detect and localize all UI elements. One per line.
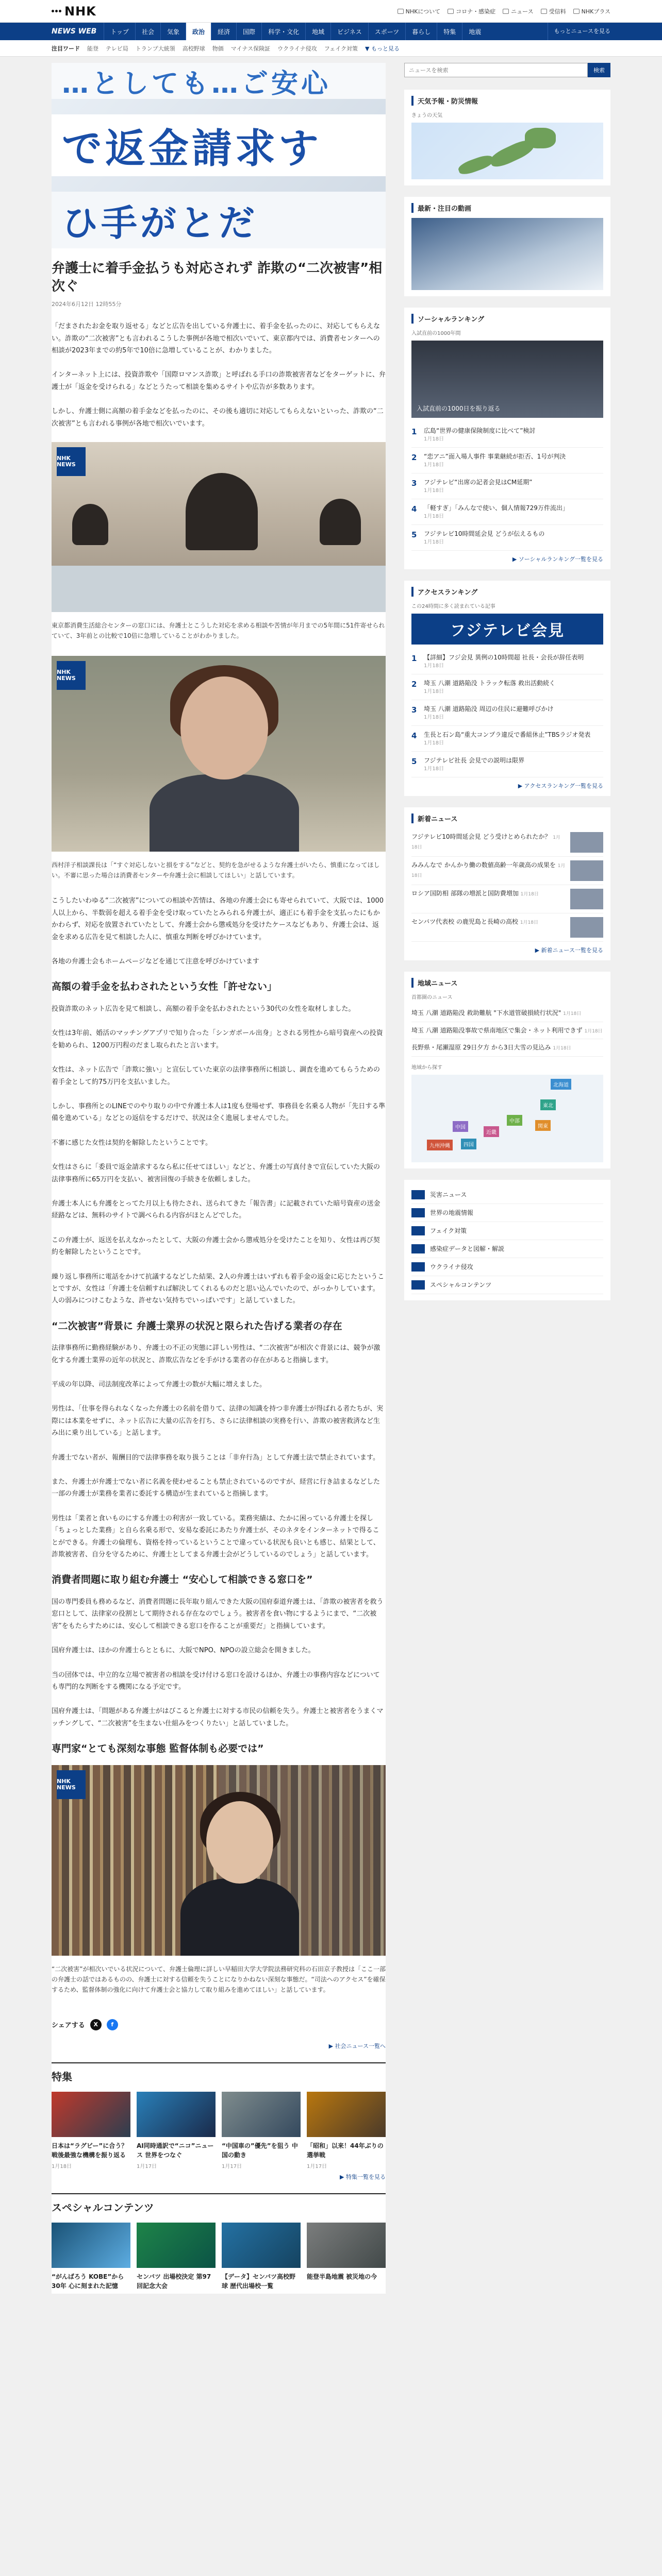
land-shape [488,137,536,170]
link-label: ウクライナ侵攻 [430,1263,473,1270]
call-center-photo [52,442,386,612]
news-item[interactable] [411,857,603,885]
top-links [398,7,610,15]
article-paragraph: しかし、事務所とのLINEでのやり取りの中で弁護士本人は1度も登場せず、事務員を名乗る人物が「先日する準備を進めている」などとの返信をするだけで、状況は全く進展しませんでした。 [52,1102,386,1123]
nav-economy[interactable]: 経済 [211,23,236,40]
rank-time: 1月18日 [424,539,444,545]
article-paragraph: しかし、弁護士側に高額の着手金などを払ったのに、その後も適切に対応してもらえないといった、詐欺の“二次被害”とも言われる事例が各地で相次いでいます。 [52,408,384,428]
news-item-text: フジテレビ10時間延会見 どう受けとめられたか？ [411,833,551,840]
hero-image [52,63,386,248]
article-paragraph: 国の専門委員も務めるなど、消費者問題に長年取り組んできた大阪の国府泰道弁護士は、「詐欺の被害者を救う窓口として、法律家の役割として期待される存在なのでしょう。被害者を食い物にするようにまで、“二次被害”をもたらすためには、安心して相談できる窓口を作ることが重要だ」と指摘しています。 [52,1598,384,1630]
article [52,248,386,2291]
ranking-item[interactable] [411,700,603,726]
person-shape [186,473,258,550]
rank-number: 5 [411,530,417,539]
badge-text: NHK NEWS [57,454,76,468]
top-link-label: NHKプラス [581,8,610,15]
article-paragraph: 当の団体では、中立的な立場で被害者の相談を受け付ける窓口を設けるほか、弁護士の事務内容などについても専門的な判断をする機関になる予定です。 [52,1671,380,1691]
contents-list [52,2223,386,2291]
weather-box [404,90,610,185]
rank-number: 3 [411,479,417,488]
ranking-top-image[interactable] [411,341,603,418]
photo-caption: 西村洋子相談課長は「“すぐ対応しないと損をする”などと、契約を急がせるような弁護士がいたら、慎重になってほしい。不審に思った場合は消費者センターや弁護士会に相談してほしい」と話しています。 [52,861,380,879]
news-item[interactable] [411,1022,603,1040]
news-item-time: 1月18日 [563,1011,582,1016]
social-ranking-title: ソーシャルランキング [411,314,603,324]
desk-shape [52,566,386,612]
region-hokkaido[interactable]: 北海道 [551,1079,571,1090]
special-card-date: 1月17日 [222,2163,242,2170]
latest-news-more[interactable]: ▶ 新着ニュース一覧を見る [535,947,603,954]
access-ranking-sub: この24時間に多く読まれている記事 [411,604,495,609]
rank-text: “恋アニ”面入場人事件 事業継続が拒否、1号が判決 [424,453,566,460]
top-link-label: ニュース [511,8,534,15]
nhk-logo[interactable] [52,4,96,19]
article-paragraph: 国府弁護士は、「問題がある弁護士がはびこると弁護士に対する市民の信頼を失う。弁護士と被害者をうまくマッチングして、“二次被害”を生まない仕組みをつくりたい」と話していました。 [52,1707,384,1727]
contents-card[interactable] [137,2223,216,2291]
top-link-fee[interactable] [541,7,566,15]
fee-icon [541,9,547,14]
link-label: 世界の地震情報 [430,1209,474,1216]
news-item-text: 埼玉 八潮 道路陥没事故で県南地区で集会・ネット利用できず [411,1026,583,1034]
ranking-item[interactable] [411,448,603,473]
news-item-text: 長野県・尾瀬湿原 29日夕方 から3日大雪の見込み [411,1044,551,1051]
section-heading: 専門家“とても深刻な事態 監督体制も必要では” [52,1743,264,1755]
local-news-box [404,972,610,1168]
special-thumb [137,2092,216,2137]
contents-card-title: センバツ 出場校決定 第97回記念大会 [137,2273,211,2290]
professor-photo [52,1765,386,1956]
contents-thumb [222,2223,301,2268]
special-list [52,2092,386,2170]
special-links-list [411,1186,603,1294]
article-paragraph: 女性は3年前、婚活のマッチングアプリで知り合った「シンガポール出身」とされる男性から暗号資産への投資を勧められ、1200万円程のだまし取られたと言います。 [52,1029,383,1049]
search-input[interactable] [404,63,588,77]
article-paragraph: 女性はさらに「委員で返金請求するなら私に任せてほしい」などと、弁護士の写真付きで宣伝していた大阪の法律事務所に65万円を支払い、被害回復の手続きを依頼しました。 [52,1163,380,1183]
subnav-item[interactable]: ウクライナ侵攻 [277,45,317,52]
rank-number: 4 [411,731,417,740]
rank-time: 1月18日 [424,514,444,519]
data-icon [411,1244,425,1253]
sub-nav [0,40,662,57]
link-item[interactable] [411,1258,603,1276]
contents-card-title: 【データ】センバツ高校野球 歴代出場校一覧 [222,2273,296,2290]
ranking-image-caption: 入試直前の1000日を振り返る [417,405,501,412]
subnav-item[interactable]: 能登 [87,45,98,52]
weather-title[interactable]: 天気予報・防災情報 [411,96,603,106]
article-paragraph: 男性は、「仕事を得られなくなった弁護士の名前を借りて、法律の知識を持つ非弁護士が得ばれる者たちが、実際には本業をせずに、ネット広告に大量の広告を打ち、さらに法律相談の実務を行い、詐欺の被害救済など生み出に乗り出している」と話します。 [52,1405,384,1437]
news-thumb [570,917,603,938]
latest-news-box [404,807,610,960]
weather-map[interactable] [411,123,603,179]
search-box [404,63,610,77]
nhk-logo-text: NHK [64,4,96,19]
access-ranking-box [404,581,610,796]
rank-number: 4 [411,504,417,514]
news-item-text: センバツ代表校 の鹿児島と長崎の高校 [411,918,518,925]
share-label: シェアする [52,2022,85,2030]
rank-text: 埼玉 八潮 道路陥没 周辺の住民に避難呼びかけ [424,705,554,713]
social-ranking-box [404,308,610,569]
article-paragraph: インターネット上には、投資詐欺や「国際ロマンス詐欺」と呼ばれる手口の詐欺被害者などをターゲットに、弁護士が「返金を受けられる」などとうたって相談を集めるサイトや広告が多数あります。 [52,371,386,391]
sidebar [404,63,610,1312]
region-chubu[interactable]: 中部 [507,1115,522,1126]
special-thumb [307,2092,386,2137]
subnav-more[interactable]: ▼ もっと見る [365,45,400,52]
rank-time: 1月18日 [424,488,444,494]
contents-card[interactable] [307,2223,386,2291]
news-thumb [570,832,603,853]
article-paragraph: 国府弁護士は、ほかの弁護士らとともに、大阪でNPO、NPOの設立総会を開きました。 [52,1647,315,1655]
link-item[interactable] [411,1222,603,1240]
special-card-date: 1月17日 [137,2163,157,2170]
link-label: フェイク対策 [430,1227,467,1234]
special-card-title: AI同時通訳で“ニコ”ニュース 世界をつなぐ [137,2142,214,2159]
news-item[interactable] [411,828,603,857]
health-icon [448,9,454,14]
share-bar [52,2010,386,2040]
special-more-link[interactable]: ▶ 特集一覧を見る [340,2173,386,2180]
person-shape [72,504,108,545]
ranking-item[interactable] [411,499,603,525]
news-icon [503,9,509,14]
nhk-news-badge [57,1770,86,1799]
article-paragraph: 弁護士本人にも弁護をとってた月以上も待たされ、送られてきた「報告書」に記載されていた暗号資産の送金経路などは、無料のサイトで調べられる内容がほとんどでした。 [52,1199,380,1220]
section-heading: “二次被害”背景に 弁護士業界の状況と限られた告げる業者の存在 [52,1320,342,1332]
special-card[interactable] [137,2092,216,2170]
social-ranking-list [411,422,603,551]
photo-caption: “二次被害”が相次いでいる状況について、弁護士倫理に詳しい早稲田大学大学院法務研究科の石田京子教授は「ここ一部の弁護士の話ではあるものの、弁護士に対する信頼を失うことになりかねない深刻な事態だ。“司法へのアクセス”を確保するため、監督体制の強化に向けて弁護士会と協力して取り組みを進めてほしい」と話しています。 [52,1965,386,1994]
subnav-item[interactable]: マイナス保険証 [230,45,271,52]
news-item-text: ロシア国防相 部隊の増派と国防費増加 [411,890,519,897]
social-ranking-more[interactable]: ▶ ソーシャルランキング一覧を見る [512,556,603,563]
news-item-time: 1月18日 [411,835,560,850]
person-shape [320,499,361,545]
ranking-item[interactable] [411,726,603,752]
contents-thumb [52,2223,130,2268]
search-button[interactable]: 検索 [588,63,610,77]
article-paragraph: 「だまされたお金を取り返せる」などと広告を出している弁護士に、着手金を払ったのに、対応してもらえない。詐欺の“二次被害”とも言われるこうした事例が各地で相次いでいて、東京都内では、消費者センターへの相談が2023年までの約5年で10倍に急増していることが、わかりました。 [52,323,380,354]
subnav-item[interactable]: 高校野球 [182,45,205,52]
special-card[interactable] [222,2092,301,2170]
local-region-label[interactable]: 首都圏のニュース [411,995,453,1001]
nav-business[interactable]: ビジネス [330,23,368,40]
hero-text-line: …としても…ご安心 [52,63,386,99]
news-item-text: 埼玉 八潮 道路陥没 救助難航 "下水道管破損続行状況" [411,1009,561,1016]
rank-text: フジテレビ社長 会見での説明は限界 [424,757,525,764]
article-title: 弁護士に着手金払うも対応されず 詐欺の“二次被害”相次ぐ [52,261,383,295]
news-item[interactable] [411,913,603,942]
rank-number: 2 [411,680,417,689]
rank-number: 5 [411,757,417,766]
region-map [411,1075,603,1162]
link-label: スペシャルコンテンツ [430,1281,492,1289]
person-body-shape [180,1878,299,1956]
subnav-label: 注目ワード [52,45,80,52]
subnav-item[interactable]: トランプ大統領 [135,45,175,52]
main-nav [0,23,662,40]
news-item-text: みみんなで かんかり働の数値高齢一年歳高の成果を [411,861,556,869]
nhk-news-badge [57,661,86,690]
rank-text: フジテレビ“出席の記者会見はCM延期” [424,479,533,486]
rank-text: 生長と石ン島“重大コンプラ違反で番組休止”TBSラジオ発表 [424,731,591,738]
access-ranking-more[interactable]: ▶ アクセスランキング一覧を見る [518,783,603,789]
nhk-dots-icon [52,10,61,12]
badge-text: NHK NEWS [57,1777,76,1791]
subnav-item[interactable]: フェイク対策 [324,45,358,52]
main-column [52,63,386,2294]
video-title: 最新・注目の動画 [411,203,603,213]
rank-number: 3 [411,705,417,715]
nav-life[interactable]: 暮らし [405,23,437,40]
news-web-brand[interactable]: NEWS WEB [52,27,97,36]
rank-time: 1月18日 [424,436,444,442]
rank-time: 1月18日 [424,740,444,746]
ranking-item[interactable] [411,473,603,499]
rank-text: 【詳細】フジ会見 異例の10時間超 社長・会長が辞任表明 [424,654,584,661]
link-item[interactable] [411,1204,603,1222]
article-paragraph: 弁護士でない者が、報酬目的で法律事務を取り扱うことは「非弁行為」として弁護士法で禁止されています。 [52,1453,379,1462]
person-head-shape [180,676,268,779]
nav-region[interactable]: 地域 [305,23,330,40]
ranking-item[interactable] [411,674,603,700]
article-paragraph: 不審に感じた女性は契約を解除したということです。 [52,1139,212,1147]
contents-card[interactable] [222,2223,301,2291]
section-heading: 消費者問題に取り組む弁護士 “安心して相談できる窓口を” [52,1574,313,1586]
news-item-time: 1月18日 [520,920,538,925]
earthquake-icon [411,1208,425,1217]
access-ranking-list [411,649,603,777]
news-item[interactable] [411,885,603,913]
top-link-plus[interactable] [573,7,610,15]
news-item[interactable] [411,1005,603,1022]
info-icon [398,9,404,14]
top-link-about[interactable] [398,7,441,15]
photo-caption: 東京都消費生活総合センターの窓口には、弁護士とこうした対応を求める相談や苦情が年月までの5年間に51件寄せられていて、3年前との比較で10倍に急増していることがわかりました。 [52,621,385,640]
article-paragraph: 女性は、ネット広告で「詐欺に強い」と宣伝していた東京の法律事務所に相談し、調査を進めてもらうための着手金として約75万円を支払いました。 [52,1066,380,1086]
special-card-title: 「昭和」以来！44年ぶりの選挙戦 [307,2142,384,2159]
person-body-shape [150,774,299,852]
page-body [52,57,610,2294]
access-ranking-title: アクセスランキング [411,587,603,597]
special-card-title: 日本は“ラグビー”に合う？ 戦後最強な機構を振り返る [52,2142,128,2159]
nav-politics[interactable]: 政治 [186,23,211,40]
ranking-item[interactable] [411,422,603,448]
region-tohoku[interactable]: 東北 [540,1099,556,1110]
top-bar [0,0,662,23]
region-kyushu[interactable]: 九州沖縄 [427,1140,453,1150]
contents-thumb [137,2223,216,2268]
article-date: 2024年6月12日 12時55分 [52,301,122,308]
social-ranking-sub: 入試直前の1000年間 [411,331,461,336]
fact-check-icon [411,1226,425,1235]
contents-title: スペシャルコンテンツ [52,2193,386,2223]
link-item[interactable] [411,1186,603,1204]
top-link-corona[interactable] [448,7,495,15]
ranking-item[interactable] [411,649,603,674]
nav-special[interactable]: 特集 [437,23,462,40]
rank-time: 1月18日 [424,663,444,669]
news-item[interactable] [411,1039,603,1057]
latest-news-title: 新着ニュース [411,814,603,823]
article-paragraph: この弁護士が、返送を払えなかったとして、大阪の弁護士会から懲戒処分を受けたことを知り、女性は再び契約を解除したということです。 [52,1236,380,1257]
facebook-share-icon[interactable]: f [107,2019,118,2030]
article-paragraph: 男性は「業者と食いものにする弁護士の利害が一致している。業務実績は、たかに困っている弁護士を探し「ちょっとした業務」と自ら名乗る形で、安易な委託にあたり弁護士が、そのネタをインターネットで得ることができる。弁護士の倫理も、資格を持っているということで違っている状況も良いとも感じ、結果として、詐欺被害者、自分を守るために、弁護士としてまる弁護士会がどうしているのでしょう」と話しています。 [52,1514,380,1558]
contents-card-title: 能登半島地震 被災地の今 [307,2273,377,2280]
subnav-item[interactable]: テレビ局 [106,45,128,52]
ranking-item[interactable] [411,525,603,551]
special-content-icon [411,1280,425,1290]
special-card-date: 1月17日 [307,2163,327,2170]
section-heading: 高額の着手金を払わされたという女性「許せない」 [52,981,277,993]
contents-card-title: “がんばろう KOBE”から30年 心に刻まれた記憶 [52,2273,124,2290]
rank-time: 1月18日 [424,766,444,772]
subnav-item[interactable]: 物価 [212,45,224,52]
rank-time: 1月18日 [424,462,444,468]
link-item[interactable] [411,1240,603,1258]
news-item-time: 1月18日 [411,863,566,878]
local-news-title: 地域ニュース [411,978,603,988]
top-link-label: コロナ・感染症 [456,8,496,15]
top-link-label: 受信料 [549,8,566,15]
top-link-news[interactable] [503,7,533,15]
news-item-time: 1月18日 [584,1028,603,1034]
rank-text: 広島“世界の健康保険制度に比べて”検討 [424,427,536,434]
special-thumb [222,2092,301,2137]
contents-card[interactable] [52,2223,130,2291]
nav-top[interactable]: トップ [104,23,135,40]
land-shape [457,153,495,177]
disaster-icon [411,1190,425,1199]
special-thumb [52,2092,130,2137]
rank-time: 1月18日 [424,689,444,694]
nav-society[interactable]: 社会 [135,23,160,40]
news-item-time: 1月18日 [553,1046,571,1051]
contents-thumb [307,2223,386,2268]
article-paragraph: 投資詐欺のネット広告を見て相談し、高額の着手金を払わされたという30代の女性を取材しました。 [52,1005,355,1013]
x-share-icon[interactable]: X [90,2019,102,2030]
links-box [404,1180,610,1300]
region-kanto[interactable]: 関東 [535,1120,551,1131]
nav-weather[interactable]: 気象 [160,23,186,40]
region-map-label: 地域から探す [411,1064,442,1071]
rank-number: 1 [411,654,417,663]
article-paragraph: 平成の年以降、司法制度改革によって弁護士の数が大幅に増えました。 [52,1381,267,1389]
rank-text: フジテレビ10時間延会見 どうが伝えるもの [424,530,545,537]
special-card-date: 1月18日 [52,2163,72,2170]
rank-text: 「軽すぎ」「みんなで使い、個人情報729万件流出」 [424,504,569,512]
top-link-label: NHKについて [405,8,441,15]
rank-number: 2 [411,453,417,462]
nav-international[interactable]: 国際 [236,23,261,40]
news-thumb [570,860,603,881]
badge-text: NHK NEWS [57,668,76,682]
link-label: 災害ニュース [430,1191,467,1198]
news-item-time: 1月18日 [520,892,539,897]
nhk-news-badge [57,447,86,476]
link-label: 感染症データと図解・解説 [430,1245,505,1252]
hero-text-line: ひ手がとだ [52,192,386,248]
weather-sub: きょうの天気 [411,113,442,118]
ranking-item[interactable] [411,752,603,777]
hero-text-line: で返金請求す [52,114,386,176]
region-shikoku[interactable]: 四国 [461,1139,476,1149]
article-paragraph: こうしたいわゆる“二次被害”についての相談や苦情は、各地の弁護士会にも寄せられていて、大阪では、1000人以上から、半数弱を超える着手金を受け取っていたとみられる弁護士が、適正にも着手金を支払ったにもかかわらず、対応を放置されていたとして、弁護士会から懲戒処分を受けたケースなどもあり、弁護士会は、返金を求める広告を見て相談した人に、慎重な判断を呼びかけています。 [52,897,384,941]
satellite-video[interactable] [411,218,603,290]
nav-earthquake[interactable]: 地震 [462,23,487,40]
press-conference-banner[interactable]: フジテレビ会見 [411,614,603,645]
news-thumb [570,889,603,909]
ukraine-icon [411,1262,425,1272]
more-news-link[interactable]: ▶ 社会ニュース一覧へ [328,2042,386,2049]
nav-sports[interactable]: スポーツ [368,23,406,40]
latest-news-list [411,828,603,942]
play-icon [573,9,580,14]
region-kinki[interactable]: 近畿 [484,1126,499,1137]
interview-photo [52,656,386,852]
region-chugoku[interactable]: 中国 [453,1121,468,1132]
rank-text: 埼玉 八潮 道路陥没 トラック転落 救出活動続く [424,680,556,687]
article-paragraph: 法律事務所に勤務経験があり、弁護士の不正の実態に詳しい男性は、“二次被害”が相次ぐ背景には、競争が激化する弁護士業界の近年の状況と、詐欺広告などを手がける業者の存在があると指摘します。 [52,1344,380,1364]
article-paragraph: 各地の弁護士会もホームページなどを通じて注意を呼びかけています [52,958,259,966]
article-paragraph: また、弁護士が弁護士でない者に名義を使わせることも禁止されているのですが、経営に行き詰まるなどした一部の弁護士が業務を業者に委託する構造が生まれていると指摘します。 [52,1478,380,1498]
special-title: 特集 [52,2062,386,2092]
special-card[interactable] [307,2092,386,2170]
nav-science[interactable]: 科学・文化 [261,23,305,40]
rank-time: 1月18日 [424,715,444,720]
person-head-shape [206,1801,273,1884]
special-card[interactable] [52,2092,130,2170]
video-box [404,197,610,296]
link-item[interactable] [411,1276,603,1294]
rank-number: 1 [411,427,417,436]
nav-more[interactable]: もっとニュースを見る [548,23,610,40]
special-card-title: “中国車の”優先”を狙う 中国の動き [222,2142,298,2159]
article-paragraph: 繰り返し事務所に電話をかけて抗議するなどした結果、2人の弁護士はいずれも着手金の返金に応じたということですが、女性は「弁護士を信頼すれば解決してくれるものだと思い込んでいたので、がっかりしています。人の弱みにつけこむような、許せない気持ちでいっぱいです」と話していました。 [52,1273,385,1305]
local-news-list [411,1005,603,1057]
